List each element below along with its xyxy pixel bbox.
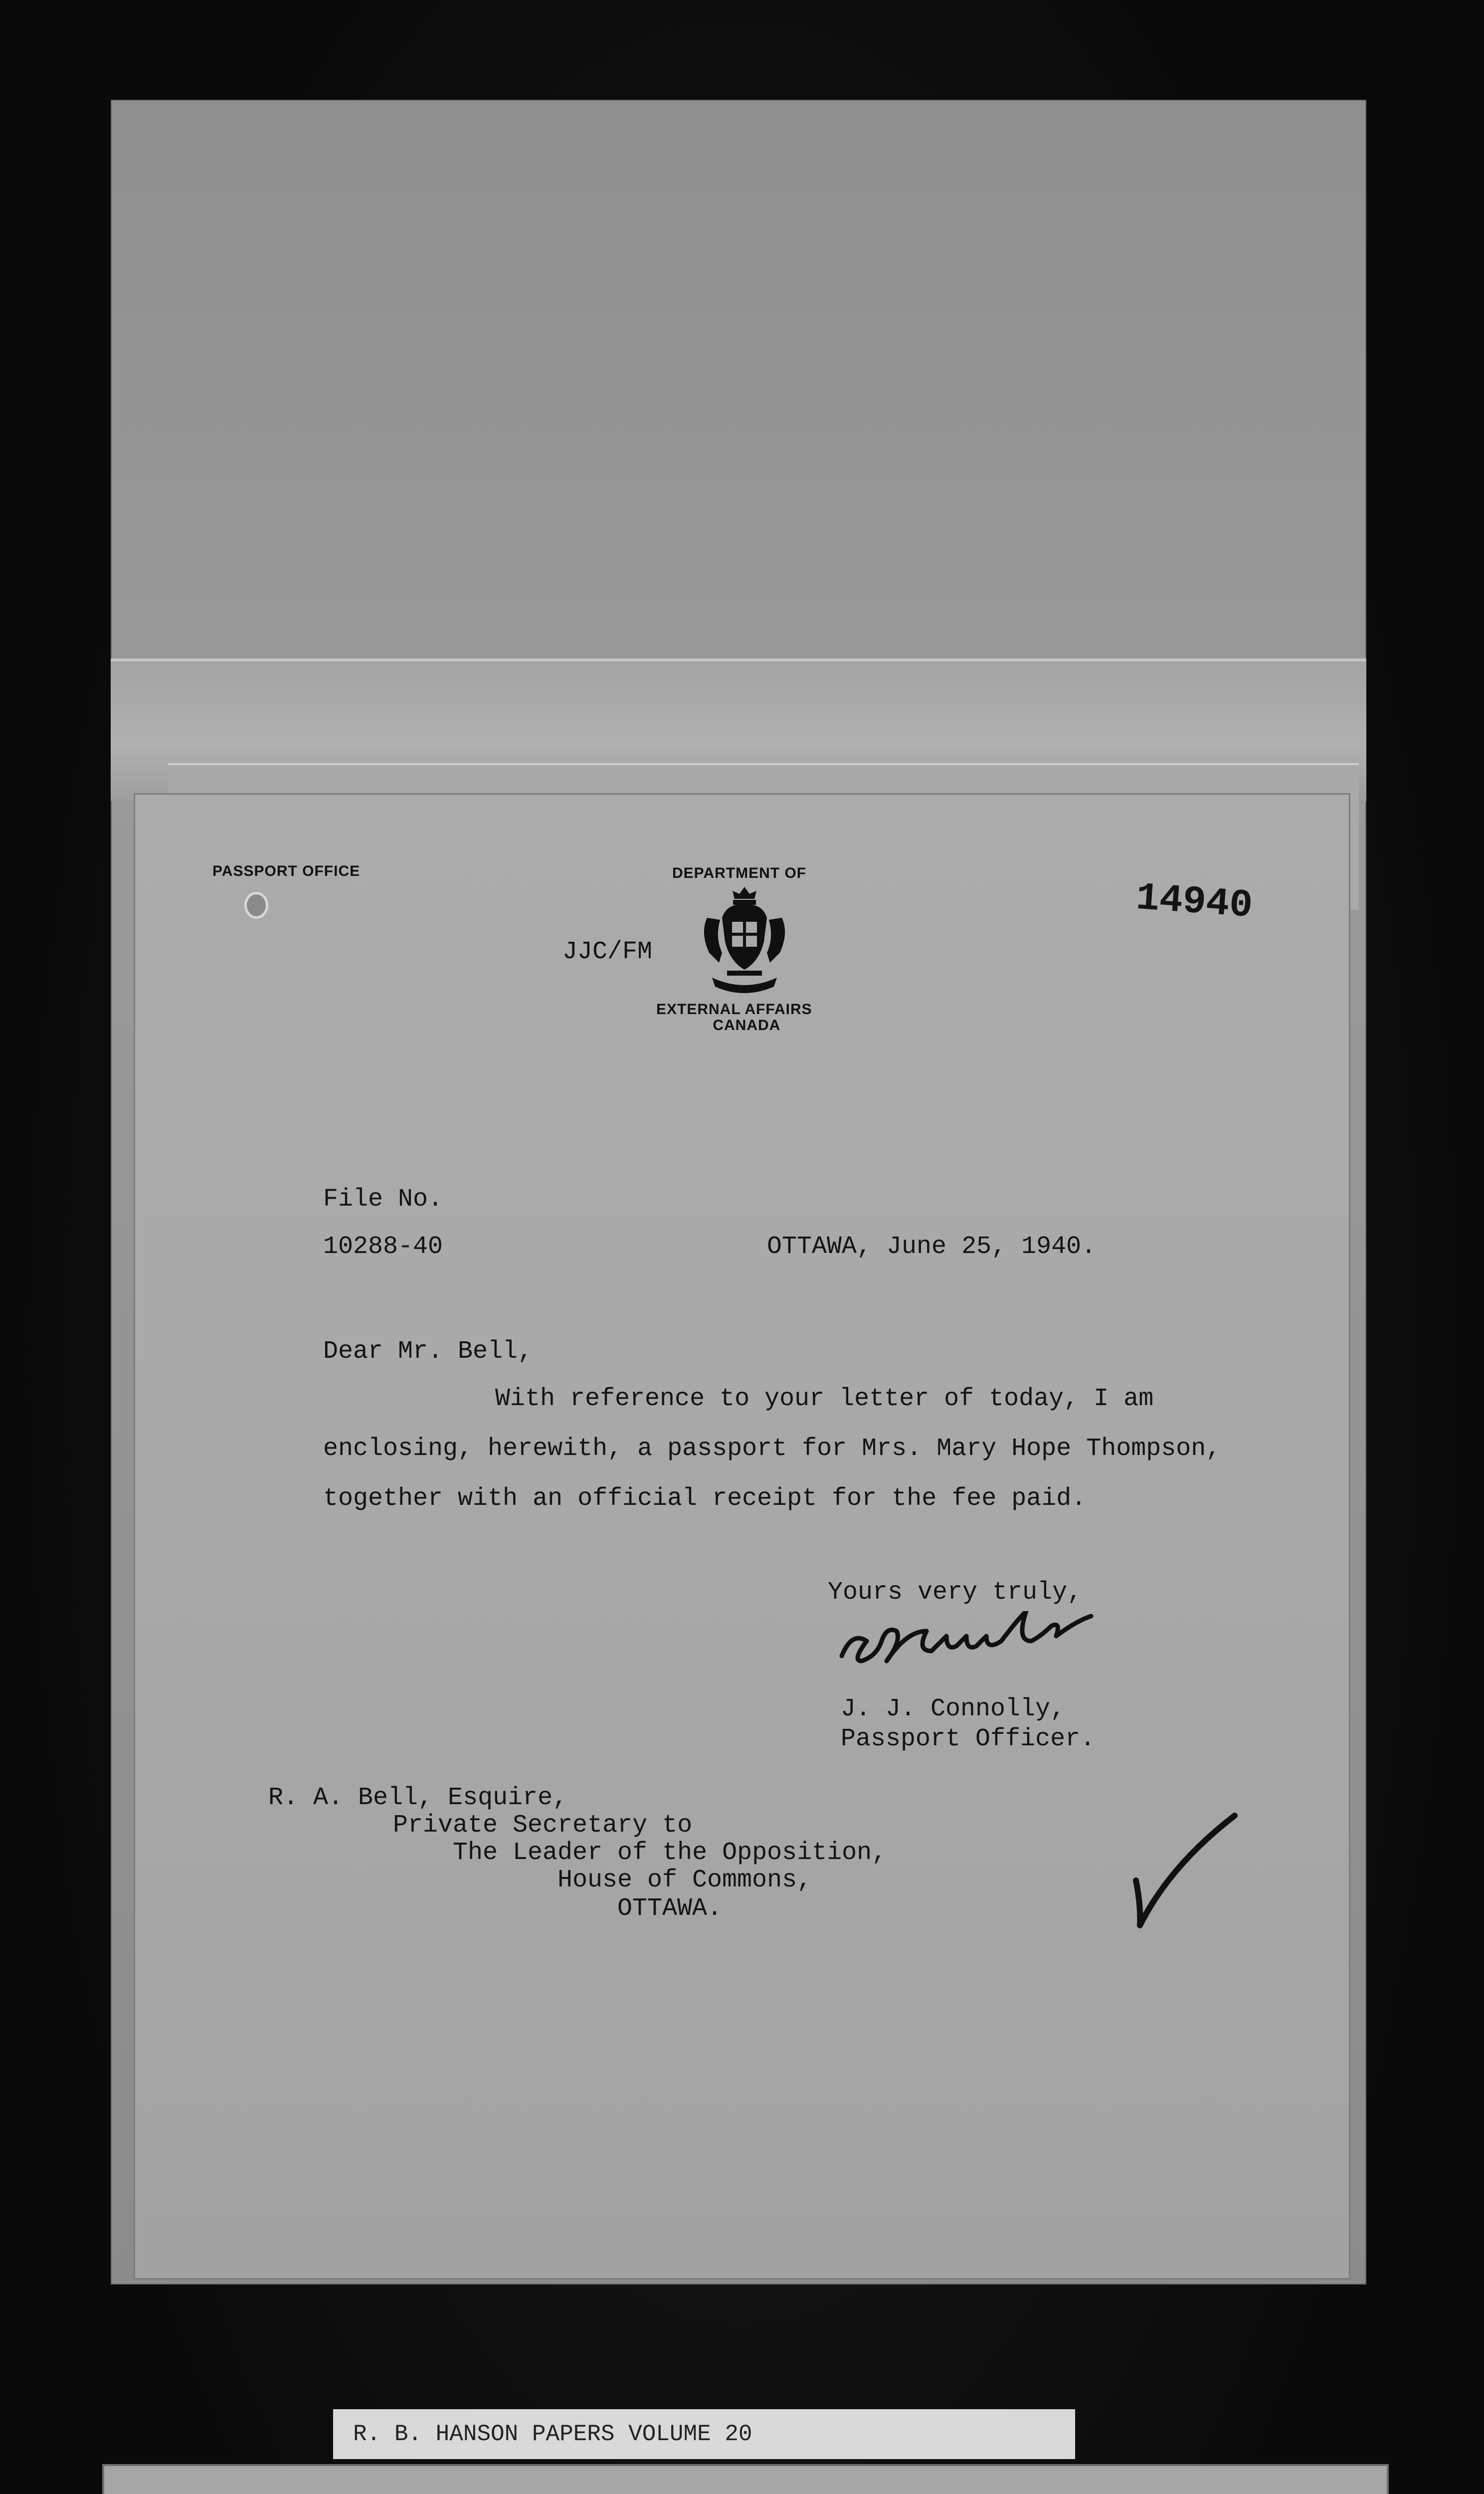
- addressee-line: The Leader of the Opposition,: [453, 1839, 887, 1867]
- archive-card: [102, 2464, 1389, 2494]
- letter-page: [134, 793, 1350, 2280]
- place-date: OTTAWA, June 25, 1940.: [767, 1233, 1097, 1261]
- addressee-line: Private Secretary to: [393, 1811, 693, 1840]
- letterhead-department: DEPARTMENT OF: [672, 865, 807, 881]
- letterhead-external-affairs: EXTERNAL AFFAIRS: [656, 1001, 812, 1018]
- closing: Yours very truly,: [828, 1578, 1083, 1607]
- handwritten-signature: [832, 1611, 1181, 1671]
- letterhead-department-name: [656, 1002, 812, 1034]
- addressee-line: House of Commons,: [557, 1866, 812, 1894]
- addressee-line: R. A. Bell, Esquire,: [268, 1784, 568, 1812]
- punch-hole: [244, 892, 268, 919]
- letterhead-canada: CANADA: [713, 1017, 781, 1034]
- reference-initials: JJC/FM: [562, 938, 653, 966]
- signer-title: Passport Officer.: [841, 1725, 1096, 1753]
- signer-name: J. J. Connolly,: [841, 1695, 1066, 1723]
- letterhead-office: PASSPORT OFFICE: [212, 863, 361, 879]
- body-line: together with an official receipt for the fee paid.: [323, 1484, 1087, 1513]
- coat-of-arms-icon: [697, 883, 792, 998]
- body-line: enclosing, herewith, a passport for Mrs. Mary Hope Thompson,: [323, 1435, 1221, 1463]
- file-label: File No.: [323, 1185, 443, 1214]
- addressee-line: OTTAWA.: [617, 1894, 723, 1923]
- salutation: Dear Mr. Bell,: [323, 1337, 533, 1366]
- document-number: 14940: [1134, 876, 1254, 929]
- collection-label: R. B. HANSON PAPERS VOLUME 20: [333, 2409, 1075, 2459]
- handwritten-checkmark-icon: [1121, 1806, 1251, 1935]
- file-number: 10288-40: [323, 1233, 443, 1261]
- body-line: With reference to your letter of today, I am: [495, 1385, 1154, 1413]
